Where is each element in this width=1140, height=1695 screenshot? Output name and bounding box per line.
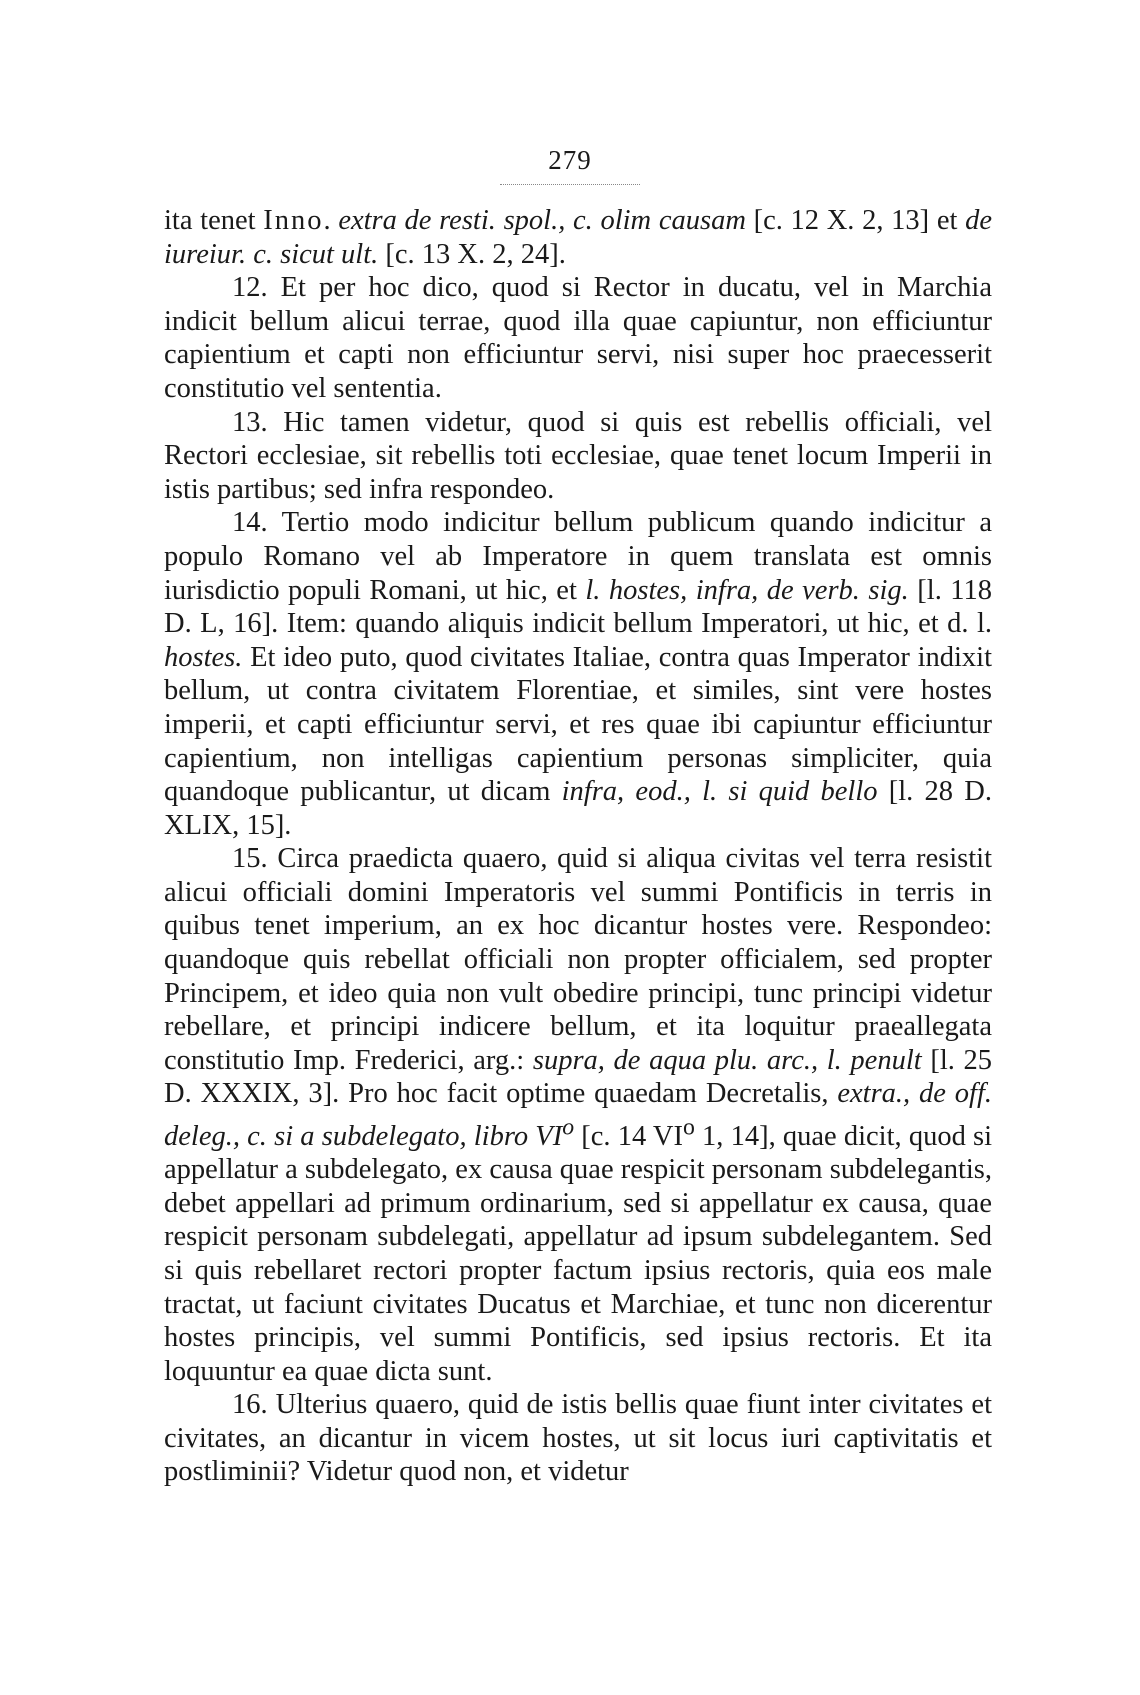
paragraph-text: ita tenet Inno. extra de resti. spol., c. olim causam [c. 12 X. 2, 13] et de iureiur. c. sicut ult. [c. 13 X. 2, 24].	[164, 205, 993, 270]
paragraph-text: Ulterius quaero, quid de istis bellis quae fiunt inter civitates et civitates, an dicantur in vicem hostes, ut sit locus iuri captivitatis et postliminii? Videtur quod non, et videtur	[164, 1389, 992, 1488]
paragraph-number: 16.	[232, 1389, 268, 1421]
paragraph-number: 12.	[232, 272, 268, 304]
body-text	[164, 204, 992, 1489]
paragraph-number: 13.	[232, 406, 268, 438]
paragraph-15	[164, 842, 992, 1388]
paragraph-number: 15.	[232, 843, 268, 875]
paragraph-12	[164, 271, 992, 405]
page-number: 279	[548, 145, 592, 175]
paragraph-text: Et per hoc dico, quod si Rector in ducatu, vel in Marchia indicit bellum alicui terrae, quod illa quae capiuntur, non efficiuntur capientium et capti non efficiuntur servi, nisi super hoc praecesserit constitutio vel sententia.	[164, 272, 993, 404]
paragraph-text: Hic tamen videtur, quod si quis est rebellis officiali, vel Rectori ecclesiae, sit rebellis toti ecclesiae, quae tenet locum Imperii in istis partibus; sed infra respondeo.	[164, 406, 992, 505]
paragraph-11-continued	[164, 204, 992, 271]
header-rule	[500, 184, 640, 185]
paragraph-text: Tertio modo indicitur bellum publicum quando indicitur a populo Romano vel ab Imperatore in quem translata est omnis iurisdictio populi Romani, ut hic, et l. hostes, infra, de verb. sig. [l. 118 D. L, 16]. Item: quando aliquis indicit bellum Imperatori, ut hic, et d. l. hostes. Et ideo puto, quod civitates Italiae, contra quas Imperator indixit bellum, ut contra civitatem Florentiae, et similes, sint vere hostes imperii, et capti efficiuntur servi, et res quae ibi capiuntur efficiuntur capientium, non intelligas capientium personas simpliciter, quia quandoque publicantur, ut dicam infra, eod., l. si quid bello [l. 28 D. XLIX, 15].	[164, 507, 992, 841]
paragraph-text: Circa praedicta quaero, quid si aliqua civitas vel terra resistit alicui officiali domini Imperatoris vel summi Pontificis in terris in quibus tenet imperium, an ex hoc dicantur hostes vere. Respondeo: quandoque quis rebellat officiali non propter officialem, sed propter Principem, et ideo quia non vult obedire principi, tunc principi videtur rebellare, et principi indicere bellum, et ita loquitur praeallegata constitutio Imp. Frederici, arg.: supra, de aqua plu. arc., l. penult [l. 25 D. XXXIX, 3]. Pro hoc facit optime quaedam Decretalis, extra., de off. deleg., c. si a subdelegato, libro $VI^o$ [c. 14 $VI^o$ 1, 14], quae dicit, quod si appellatur a subdelegato, ex causa quae respicit personam subdelegantis, debet appellari ad primum ordinarium, sed si appellatur ex causa, quae respicit personam subdelegati, appellatur ad ipsum subdelegantem. Sed si quis rebellaret rectori propter factum ipsius rectoris, quia eos male tractat, ut faciunt civitates Ducatus et Marchiae, et tunc non dicerentur hostes principis, vel summi Pontificis, sed ipsius rectoris. Et ita loquuntur ea quae dicta sunt.	[164, 843, 993, 1387]
paragraph-number: 14.	[232, 507, 268, 539]
paragraph-14	[164, 506, 992, 842]
paragraph-13	[164, 406, 992, 507]
paragraph-16	[164, 1388, 992, 1489]
